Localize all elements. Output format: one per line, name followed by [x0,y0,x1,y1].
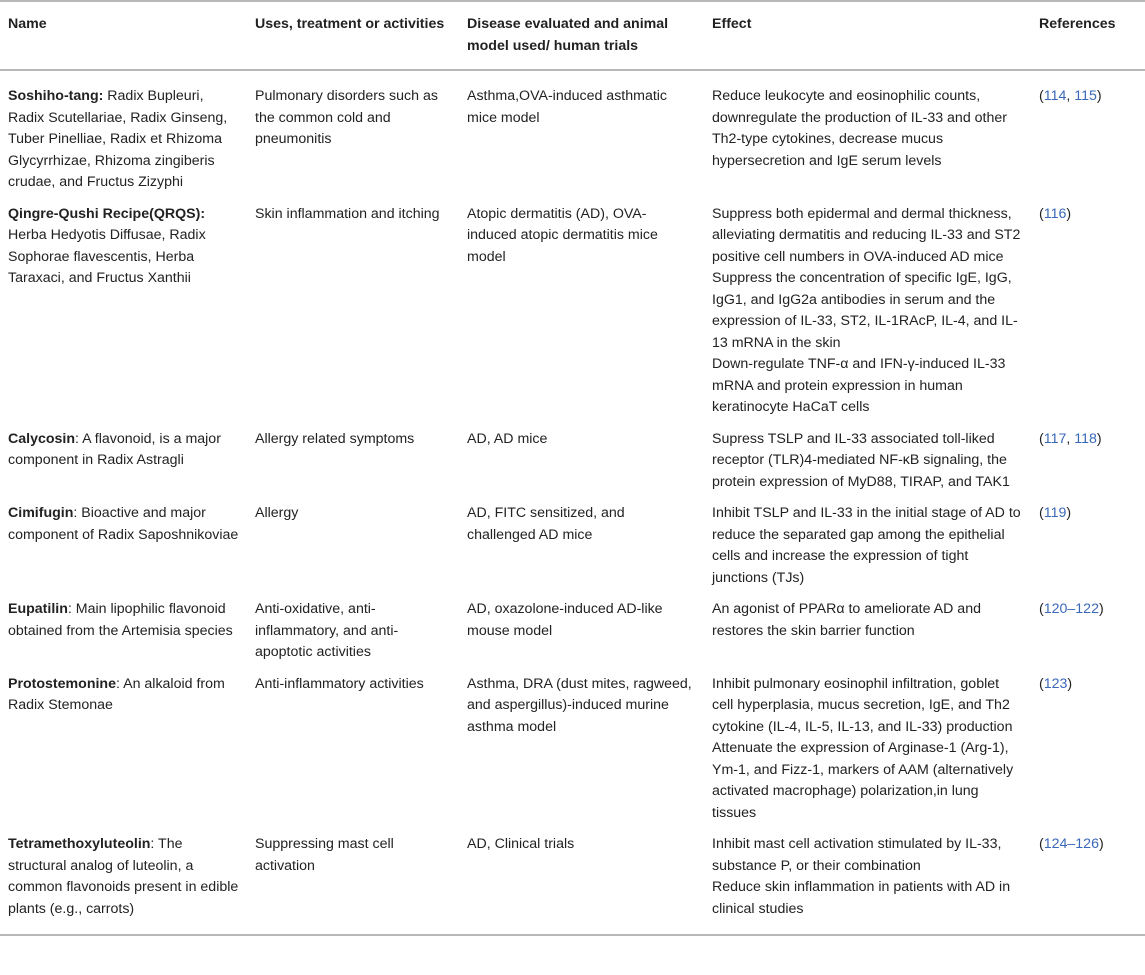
compound-name: Protostemonine [8,675,116,692]
table-row [0,423,1145,498]
ref-paren-open: ( [1039,675,1044,692]
compound-name: Eupatilin [8,601,68,617]
cell-disease: AD, Clinical trials [467,836,575,852]
ref-paren-close: ) [1066,505,1072,521]
effect-line: Attenuate the expression of Arginase-1 (Arg-1), Ym-1, and Fizz-1, markers of AAM (alternatively activated macrophage) polarization,in lung tissues [712,740,1014,821]
compound-name: Cimifugin [8,505,74,521]
table-row [0,828,1145,935]
compound-description: Radix Bupleuri, Radix Scutellariae, Radix Ginseng, Tuber Pinelliae, Radix et Rhizoma Glycyrrhizae, Rhizoma zingiberis crudae, and Fructus Zizyphi [8,88,228,190]
reference-link[interactable]: 119 [1043,505,1067,521]
ref-paren-open: ( [1039,505,1044,521]
effect-line: Reduce leukocyte and eosinophilic counts, downregulate the production of IL-33 and other Th2-type cytokines, decrease mucus hypersecretion and IgE serum levels [712,88,1007,169]
cell-uses: Anti-inflammatory activities [255,675,424,692]
cell-name [0,198,247,423]
reference-link[interactable]: 118 [1074,430,1097,447]
compound-name: Calycosin [8,430,76,447]
cell-disease: AD, AD mice [467,430,548,447]
effect-line: Down-regulate TNF-α and IFN-γ-induced IL-33 mRNA and protein expression in human keratinocyte HaCaT cells [712,356,1006,415]
ref-paren-close: ) [1067,675,1073,692]
cell-disease: Asthma,OVA-induced asthmatic mice model [467,88,668,126]
header-name: Name [8,16,47,32]
cell-effect [704,497,1031,593]
table-row [0,198,1145,423]
reference-link[interactable]: 116 [1043,205,1067,222]
header-row [0,1,1145,70]
ref-paren-close: ) [1098,836,1104,852]
compound-description: : An alkaloid from Radix Stemonae [8,675,225,713]
reference-link[interactable]: 123 [1043,675,1068,692]
table-row [0,70,1145,198]
header-uses: Uses, treatment or activities [255,16,445,32]
effect-line: Suppress both epidermal and dermal thickness, alleviating dermatitis and reducing IL-33 and ST2 positive cell numbers in OVA-induced AD mice [712,205,1021,265]
ref-separator: , [1066,88,1075,104]
cell-name [0,593,247,668]
cell-uses: Pulmonary disorders such as the common cold and pneumonitis [255,88,438,147]
compound-name: Soshiho-tang: [8,88,104,104]
cell-references [1031,668,1145,829]
table-header [0,1,1145,70]
table-row [0,668,1145,829]
ref-separator: , [1066,430,1075,447]
reference-link[interactable]: 117 [1043,430,1067,447]
ref-paren-close: ) [1096,430,1102,447]
cell-effect [704,828,1031,935]
cell-references [1031,70,1145,198]
header-disease: Disease evaluated and animal model used/ human trials [467,16,669,54]
cell-effect [704,198,1031,423]
compound-description: Herba Hedyotis Diffusae, Radix Sophorae flavescentis, Herba Taraxaci, and Fructus Xanthii [8,227,206,286]
ref-paren-close: ) [1066,205,1072,222]
ref-paren-open: ( [1039,836,1044,852]
ref-paren-open: ( [1039,601,1044,617]
ref-paren-open: ( [1039,205,1044,222]
reference-link[interactable]: 120–122 [1043,601,1099,617]
cell-effect [704,668,1031,829]
cell-name [0,423,247,498]
cell-effect [704,70,1031,198]
cell-references [1031,593,1145,668]
cell-uses: Suppressing mast cell activation [255,836,394,874]
cell-uses: Allergy related symptoms [255,430,415,447]
ref-paren-open: ( [1039,430,1044,447]
cell-uses: Skin inflammation and itching [255,205,440,222]
effect-line: Supress TSLP and IL-33 associated toll-liked receptor (TLR)4-mediated NF-κB signaling, the protein expression of MyD88, TIRAP, and TAK1 [712,430,1010,490]
ref-paren-close: ) [1098,601,1104,617]
table-row [0,593,1145,668]
cell-effect [704,593,1031,668]
effect-line: An agonist of PPARα to ameliorate AD and restores the skin barrier function [712,601,981,639]
effect-line: Inhibit mast cell activation stimulated by IL-33, substance P, or their combination [712,836,1002,874]
effect-line: Suppress the concentration of specific IgE, IgG, IgG1, and IgG2a antibodies in serum and the expression of IL-33, ST2, IL-1RAcP, IL-4, and IL-13 mRNA in the skin [712,270,1018,351]
cell-uses: Allergy [255,505,299,521]
compound-description: : Main lipophilic flavonoid obtained from the Artemisia species [8,601,233,639]
table-row [0,497,1145,593]
effect-line: Inhibit pulmonary eosinophil infiltration, goblet cell hyperplasia, mucus secretion, IgE, and Th2 cytokine (IL-4, IL-5, IL-13, and IL-33) production [712,675,1013,735]
cell-references [1031,423,1145,498]
cell-disease: AD, oxazolone-induced AD-like mouse model [467,601,663,639]
ref-paren-close: ) [1096,88,1102,104]
cell-name [0,497,247,593]
ref-paren-open: ( [1039,88,1044,104]
compound-description: : The structural analog of luteolin, a common flavonoids present in edible plants (e.g., carrots) [8,836,239,917]
cell-references [1031,497,1145,593]
effect-line: Inhibit TSLP and IL-33 in the initial stage of AD to reduce the separated gap among the epithelial cells and increase the expression of tight junctions (TJs) [712,505,1021,586]
cell-name [0,668,247,829]
compound-name: Tetramethoxyluteolin [8,836,151,852]
cell-disease: Asthma, DRA (dust mites, ragweed, and aspergillus)-induced murine asthma model [467,675,692,735]
reference-link[interactable]: 115 [1074,88,1097,104]
table-body [0,70,1145,935]
reference-link[interactable]: 114 [1043,88,1067,104]
header-effect: Effect [712,16,752,32]
cell-disease: Atopic dermatitis (AD), OVA-induced atopic dermatitis mice model [467,205,658,265]
cell-uses: Anti-oxidative, anti-inflammatory, and anti-apoptotic activities [255,601,399,660]
compound-description: : A flavonoid, is a major component in Radix Astragli [8,430,221,468]
cell-references [1031,198,1145,423]
effect-line: Reduce skin inflammation in patients with AD in clinical studies [712,879,1011,917]
reference-link[interactable]: 124–126 [1043,836,1099,852]
cell-name [0,828,247,935]
compound-description: : Bioactive and major component of Radix Saposhnikoviae [8,505,239,543]
cell-disease: AD, FITC sensitized, and challenged AD mice [467,505,625,543]
compound-name: Qingre-Qushi Recipe(QRQS): [8,205,206,222]
cell-name [0,70,247,198]
header-references: References [1039,16,1116,32]
cell-references [1031,828,1145,935]
cell-effect [704,423,1031,498]
